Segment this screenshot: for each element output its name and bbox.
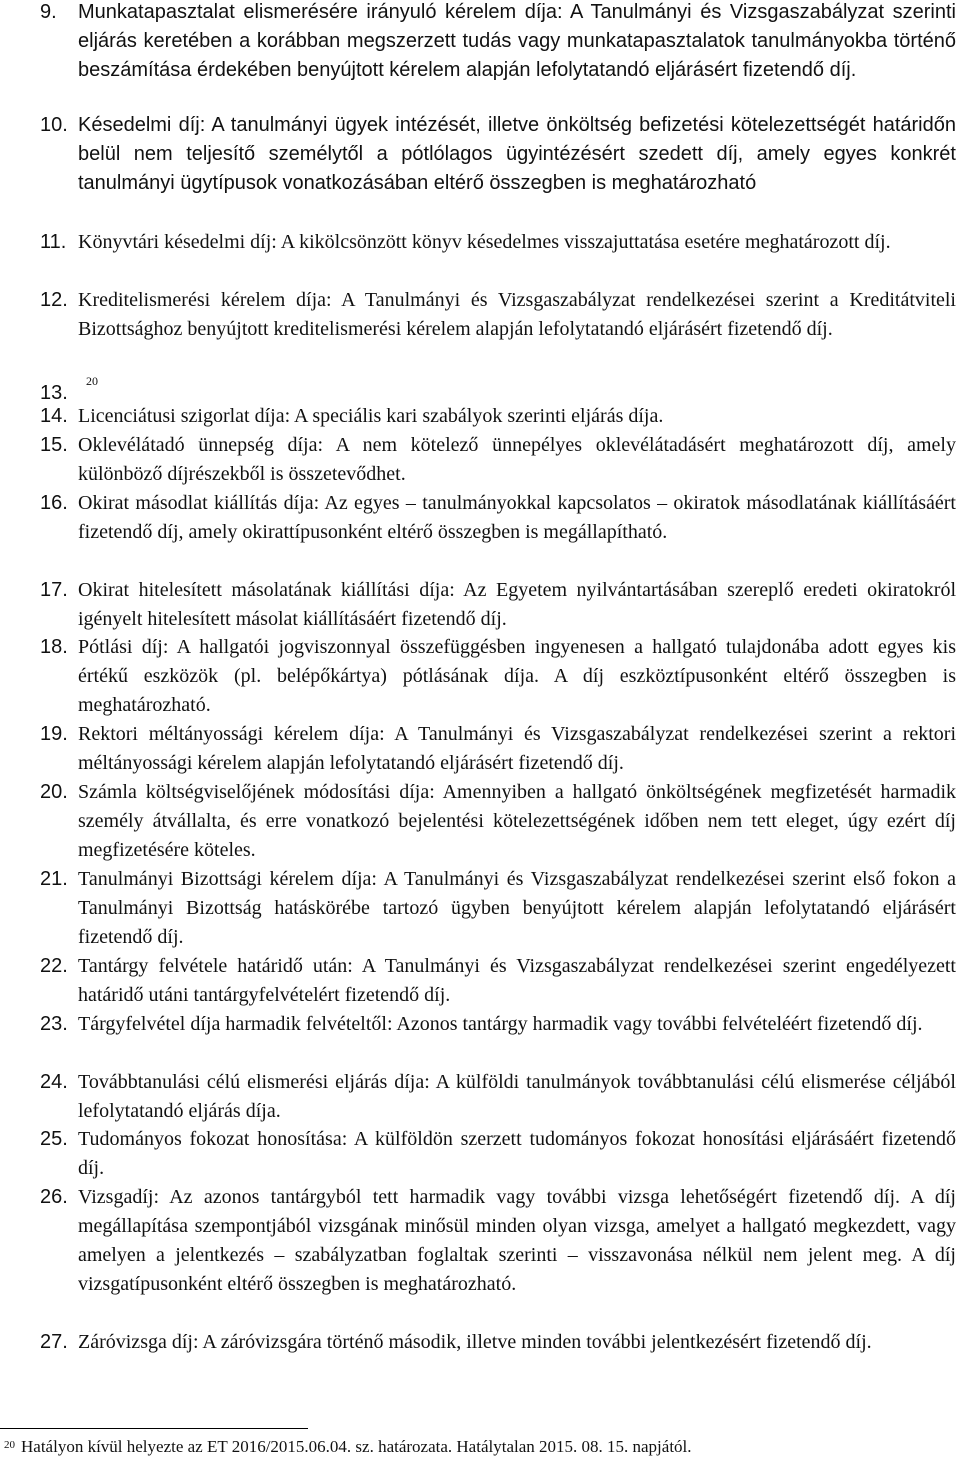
- footnote-reference[interactable]: 20: [86, 374, 98, 388]
- item-number: 20.: [40, 781, 68, 803]
- item-text: Munkatapasztalat elismerésére irányuló kérelem díja: A Tanulmányi és Vizsgaszabályzat szerinti eljárás keretében a korábban megszerzett tudás vagy munkatapasztalatok tanulmányokba történő beszámítása érdekében benyújtott kérelem alapján lefolytatandó eljárásért fizetendő díj.: [78, 1, 956, 81]
- item-number: 10.: [40, 114, 68, 136]
- list-item-22: [40, 952, 956, 1010]
- item-text: Vizsgadíj: Az azonos tantárgyból tett harmadik vagy további vizsga lehetőségért fizetendő díj. A díj megállapítása szempontjából vizsgának minősül minden olyan vizsga, amelyet a hallgató megkezdett, vagy amelyen a jelentkezés – szabályzatban foglaltak szerinti – visszavonása nélkül nem jelent meg. A díj vizsgatípusonként eltérő összegben is meghatározható.: [78, 1186, 956, 1295]
- list-item-25: [40, 1125, 956, 1183]
- item-number: 23.: [40, 1013, 68, 1035]
- item-text: Tantárgy felvétele határidő után: A Tanulmányi és Vizsgaszabályzat rendelkezései szerint engedélyezett határidő utáni tantárgyfelvételért fizetendő díj.: [78, 955, 956, 1006]
- list-item-17: [40, 576, 956, 634]
- list-item-21: [40, 865, 956, 952]
- item-text: Könyvtári késedelmi díj: A kikölcsönzött könyv késedelmes visszajuttatása esetére meghatározott díj.: [78, 231, 891, 253]
- list-item-26: [40, 1183, 956, 1299]
- list-item-20: [40, 778, 956, 865]
- item-number: 18.: [40, 636, 68, 658]
- item-number: 19.: [40, 723, 68, 745]
- item-text: Tanulmányi Bizottsági kérelem díja: A Tanulmányi és Vizsgaszabályzat rendelkezései szerint első fokon a Tanulmányi Bizottság hatáskörébe tartozó ügyben benyújtott kérelem alapján lefolytatandó eljárásért fizetendő díj.: [78, 868, 956, 948]
- list-item-18: [40, 633, 956, 720]
- item-text: Késedelmi díj: A tanulmányi ügyek intézését, illetve önköltség befizetési kötelezettségét határidőn belül nem teljesítő személytől a pótlólagos ügyintézésért szedett díj, amely egyes konkrét tanulmányi ügytípusok vonatkozásában eltérő összegben is meghatározható: [78, 114, 956, 194]
- item-text: Oklevélátadó ünnepség díja: A nem kötelező ünnepélyes oklevélátadásért meghatározott díj, amely különböző díjrészekből is összetevődhet.: [78, 434, 956, 485]
- item-number: 9.: [40, 1, 57, 23]
- item-text: Licenciátusi szigorlat díja: A speciális kari szabályok szerinti eljárás díja.: [78, 405, 664, 427]
- footnote-marker: 20: [4, 1439, 15, 1451]
- item-text: Pótlási díj: A hallgatói jogviszonnyal összefüggésben ingyenesen a hallgató tulajdonába adott egyes kis értékű eszközök (pl. belépőkártya) pótlásának díja. A díj eszköztípusonként eltérő összegben is meghatározható.: [78, 636, 956, 716]
- item-text: Okirat hitelesített másolatának kiállítási díja: Az Egyetem nyilvántartásában szereplő eredeti okiratokról igényelt hitelesített másolat kiállításáért fizetendő díj.: [78, 579, 956, 630]
- list-item-11: [40, 228, 956, 257]
- item-text: Tárgyfelvétel díja harmadik felvételtől: Azonos tantárgy harmadik vagy további felvételéért fizetendő díj.: [78, 1013, 923, 1035]
- footnote: [4, 1436, 954, 1458]
- item-number: 27.: [40, 1331, 68, 1353]
- list-item-23: [40, 1010, 956, 1039]
- list-item-14: [40, 402, 956, 431]
- item-number: 14.: [40, 405, 68, 427]
- list-item-15: [40, 431, 956, 489]
- item-number: 26.: [40, 1186, 68, 1208]
- item-number: 12.: [40, 289, 68, 311]
- footnote-divider: [0, 1428, 308, 1429]
- item-text: Számla költségviselőjének módosítási díja: Amennyiben a hallgató önköltségének megfizetését harmadik személy átvállalta, és erre vonatkozó bejelentési kötelezettségének időben nem tett eleget, úgy ezért díj megfizetésére köteles.: [78, 781, 956, 861]
- item-number: 22.: [40, 955, 68, 977]
- item-number: 13.: [40, 382, 68, 404]
- item-text: Kreditelismerési kérelem díja: A Tanulmányi és Vizsgaszabályzat rendelkezései szerint a Kreditátviteli Bizottsághoz benyújtott kreditelismerési kérelem alapján lefolytatandó eljárásért fizetendő díj.: [78, 289, 956, 340]
- item-number: 21.: [40, 868, 68, 890]
- list-item-9: [40, 0, 956, 85]
- item-text: Továbbtanulási célú elismerési eljárás díja: A külföldi tanulmányok továbbtanulási célú elismerése céljából lefolytatandó eljárás díja.: [78, 1071, 956, 1122]
- item-text: Záróvizsga díj: A záróvizsgára történő második, illetve minden további jelentkezésért fizetendő díj.: [78, 1331, 872, 1353]
- list-item-10: [40, 111, 956, 198]
- item-number: 24.: [40, 1071, 68, 1093]
- item-text: Tudományos fokozat honosítása: A külföldön szerzett tudományos fokozat honosítási eljárásáért fizetendő díj.: [78, 1128, 956, 1179]
- item-number: 11.: [40, 231, 67, 253]
- item-text: Rektori méltányossági kérelem díja: A Tanulmányi és Vizsgaszabályzat rendelkezései szerint a rektori méltányossági kérelem alapján lefolytatandó eljárásért fizetendő díj.: [78, 723, 956, 774]
- footnote-text: Hatályon kívül helyezte az ET 2016/2015.06.04. sz. határozata. Hatálytalan 2015. 08. 15. napjától.: [21, 1437, 692, 1456]
- list-item-16: [40, 489, 956, 547]
- item-number: 15.: [40, 434, 68, 456]
- list-item-12: [40, 286, 956, 344]
- list-item-27: [40, 1328, 956, 1357]
- item-number: 17.: [40, 579, 68, 601]
- item-text: [78, 371, 956, 400]
- list-item-19: [40, 720, 956, 778]
- list-item-24: [40, 1068, 956, 1126]
- item-number: 16.: [40, 492, 68, 514]
- item-number: 25.: [40, 1128, 68, 1150]
- item-text: Okirat másodlat kiállítás díja: Az egyes – tanulmányokkal kapcsolatos – okiratok másodlatának kiállításáért fizetendő díj, amely okirattípusonként eltérő összegben is megállapítható.: [78, 492, 956, 543]
